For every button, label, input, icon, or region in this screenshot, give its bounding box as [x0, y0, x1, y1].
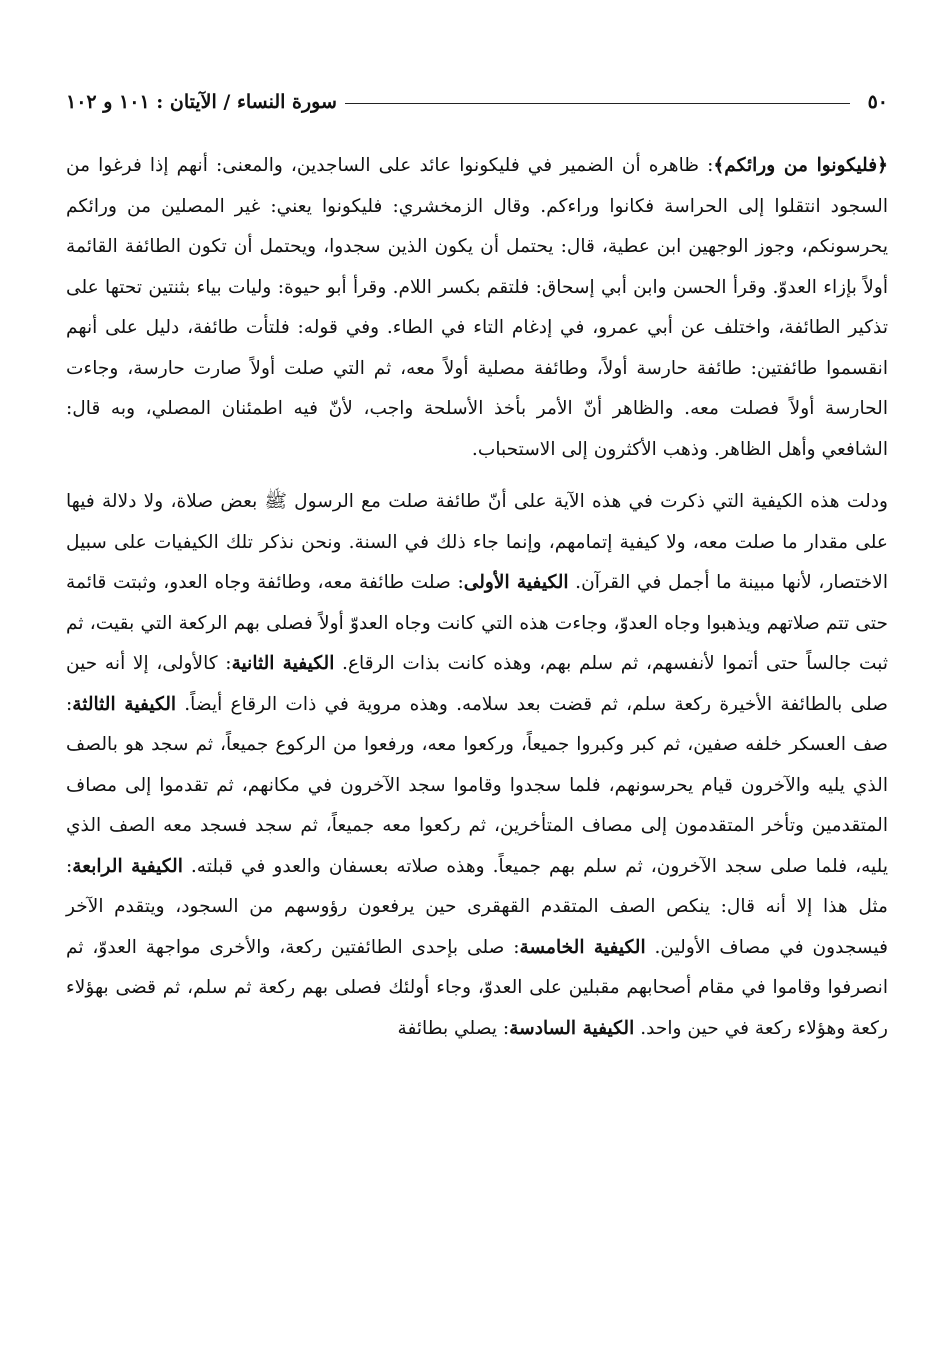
- first-method-label: الكيفية الأولى: [463, 572, 569, 593]
- page-number: ٥٠: [867, 91, 888, 113]
- second-method-label: الكيفية الثانية: [231, 653, 335, 674]
- third-method-label: الكيفية الثالثة: [72, 693, 177, 715]
- running-header: [66, 80, 888, 124]
- paragraph-1-text: : ظاهره أن الضمير في فليكونوا عائد على الساجدين، والمعنى: أنهم إذا فرغوا من السجود انتقلوا إلى الحراسة فكانوا وراءكم. وقال الزمخشري: فليكونوا يعني: غير المصلين من ورائكم يحرسونكم، وجوز الوجهين ابن عطية، قال: يحتمل أن يكون الذين سجدوا، ويحتمل أن تكون الطائفة القائمة أولاً بإزاء العدوّ. وقرأ الحسن وابن أبي إسحاق: فلتقم بكسر اللام. وقرأ أبو حيوة: وليات بياء بثنتين تحتها على تذكير الطائفة، واختلف عن أبي عمرو، في إدغام التاء في الطاء. وفي قوله: فلتأت طائفة، دليل على أنهم انقسموا طائفتين: طائفة حارسة أولاً، وطائفة مصلية أولاً معه، ثم التي صلت أولاً صارت حارسة، وجاءت الحارسة أولاً فصلت معه. والظاهر أنّ الأمر بأخذ الأسلحة واجب، لأنّ فيه اطمئنان المصلي، وبه قال: الشافعي وأهل الظاهر. وذهب الأكثرون إلى الاستحباب.: [66, 155, 888, 460]
- second-method-text: : كالأولى، إلا أنه حين صلى بالطائفة الأخيرة ركعة سلم، ثم قضت بعد سلامه. وهذه مروية في ذات الرقاع أيضاً.: [66, 653, 888, 715]
- surah-title: سورة النساء / الآيتان : ١٠١ و ١٠٢: [66, 91, 337, 113]
- fourth-method-label: الكيفية الرابعة: [72, 855, 183, 877]
- book-page: [66, 80, 888, 1049]
- third-method-text: : صف العسكر خلفه صفين، ثم كبر وكبروا جميعاً، وركعوا معه، ورفعوا من الركوع جميعاً، ثم سجد هو بالصف الذي يليه والآخرون قيام يحرسونهم، فلما سجدوا وقاموا سجد الآخرون في مكانهم، ثم تقدموا إلى مصاف المتقدمين وتأخر المتقدمون إلى مصاف المتأخرين، ثم ركعوا معه جميعاً، ثم سجد فسجد معه الصف الذي يليه، فلما صلى سجد الآخرون، ثم سلم بهم جميعاً. وهذه صلاته بعسفان والعدو في قبلته.: [66, 693, 889, 877]
- commentary-paragraph-2: [66, 482, 888, 1049]
- header-rule: [345, 103, 850, 104]
- fifth-method-label: الكيفية الخامسة: [519, 936, 646, 958]
- fourth-method-text: : مثل هذا إلا أنه قال: ينكص الصف المتقدم القهقرى حين يرفعون رؤوسهم من السجود، ويتقدم الآخر فيسجدون في مصاف الأولين.: [66, 855, 888, 958]
- fifth-method-text: : صلى بإحدى الطائفتين ركعة، والأخرى مواجهة العدوّ، ثم انصرفوا وقاموا في مقام أصحابهم مقبلين على العدوّ، وجاء أولئك فصلى بهم ركعة ثم سلم، ثم قضى بهؤلاء ركعة وهؤلاء ركعة في حين واحد.: [66, 936, 888, 1039]
- first-method-text: : صلت طائفة معه، وطائفة وجاه العدو، وثبتت قائمة حتى تتم صلاتهم ويذهبوا وجاه العدوّ، وجاءت هذه التي كانت وجاه العدوّ أولاً فصلى بهم الركعة التي بقيت، ثم ثبت جالساً حتى أتموا لأنفسهم، ثم سلم بهم، وهذه كانت بذات الرقاع.: [66, 572, 888, 674]
- paragraph-2-intro: ودلت هذه الكيفية التي ذكرت في هذه الآية على أنّ طائفة صلت مع الرسول ﷺ بعض صلاة، ولا دلالة فيها على مقدار ما صلت معه، ولا كيفية إتمامهم، وإنما جاء ذلك في السنة. ونحن نذكر تلك الكيفيات على سبيل الاختصار، لأنها مبينة ما أجمل في القرآن.: [66, 491, 888, 593]
- sixth-method-text: : يصلي بطائفة: [397, 1017, 510, 1039]
- sixth-method-label: الكيفية السادسة: [509, 1017, 635, 1039]
- commentary-paragraph-1: [66, 146, 888, 470]
- quranic-quote: ﴿فليكونوا من ورائكم﴾: [713, 155, 888, 176]
